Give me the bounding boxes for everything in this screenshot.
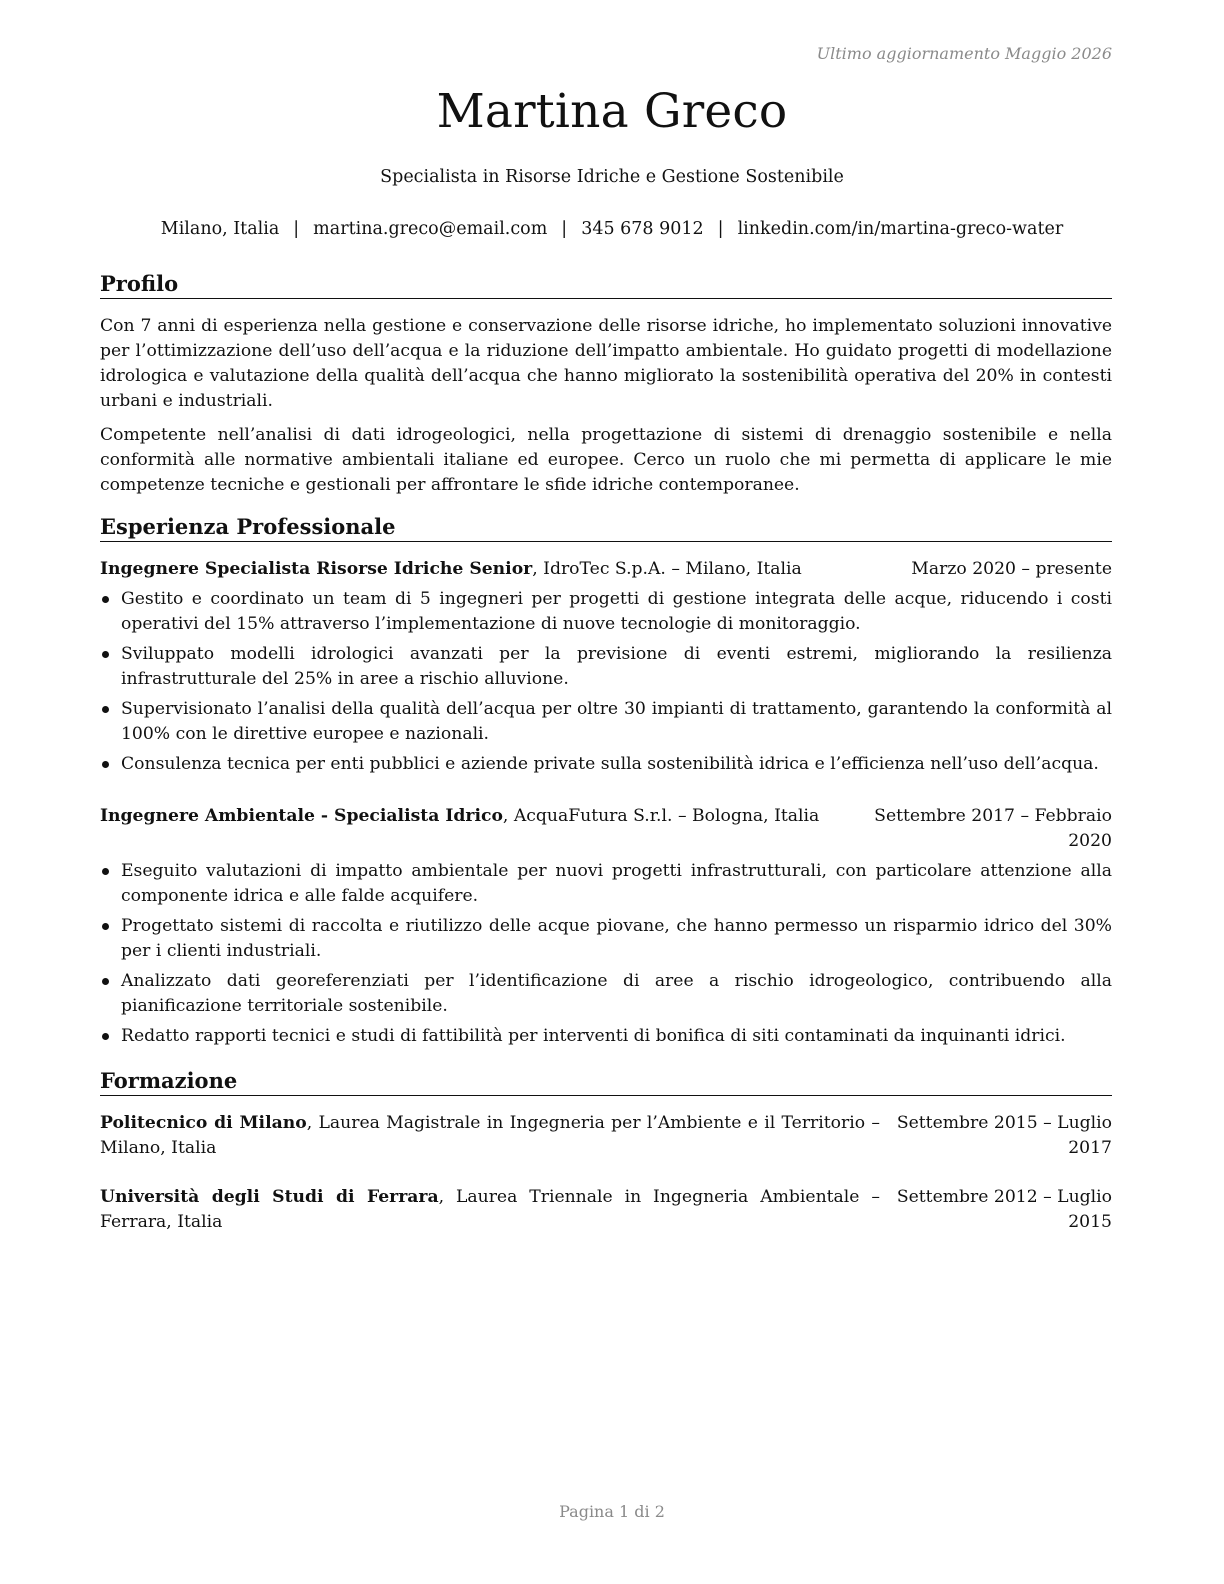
job-dates: Marzo 2020 – presente: [911, 559, 1112, 579]
list-item: [100, 587, 1112, 637]
candidate-name: Martina Greco: [436, 84, 788, 139]
contact-separator: |: [561, 219, 568, 239]
contact-email: martina.greco@email.com: [313, 219, 548, 239]
bullet-icon: [102, 923, 109, 930]
list-item: [100, 697, 1112, 747]
job-header: [100, 804, 1112, 854]
education-school: Politecnico di Milano: [100, 1113, 307, 1133]
bullet-icon: [102, 651, 109, 658]
bullet-icon: [102, 706, 109, 713]
contact-separator: |: [293, 219, 300, 239]
education-degree: , Laurea Triennale in Ingegneria Ambientale – Ferrara, Italia: [100, 1187, 880, 1232]
contact-linkedin: linkedin.com/in/martina-greco-water: [737, 219, 1064, 239]
bullet-text: Gestito e coordinato un team di 5 ingegneri per progetti di gestione integrata delle acque, riducendo i costi operativi del 15% attraverso l’implementazione di nuove tecnologie di monitoraggio.: [121, 589, 1112, 634]
education-degree-line: [100, 1111, 880, 1161]
bullet-icon: [102, 868, 109, 875]
contact-separator: |: [717, 219, 724, 239]
bullet-text: Sviluppato modelli idrologici avanzati per la previsione di eventi estremi, migliorando la resilienza infrastrutturale del 25% in aree a rischio alluvione.: [121, 644, 1112, 689]
job-bullets: [100, 587, 1112, 782]
education-degree-line: [100, 1185, 880, 1235]
education-dates-line: 2017: [1068, 1138, 1112, 1158]
bullet-icon: [102, 596, 109, 603]
profile-paragraph: Con 7 anni di esperienza nella gestione e conservazione delle risorse idriche, ho implementato soluzioni innovative per l’ottimizzazione dell’uso dell’acqua e la riduzione dell’impatto ambientale. Ho guidato progetti di modellazione idrologica e valutazione della qualità dell’acqua che hanno migliorato la sostenibilità operativa del 20% in contesti urbani e industriali.: [100, 316, 1112, 411]
job-dates-line: Settembre 2017 – Febbraio: [874, 806, 1112, 826]
list-item: [100, 859, 1112, 909]
bullet-text: Progettato sistemi di raccolta e riutilizzo delle acque piovane, che hanno permesso un risparmio idrico del 30% per i clienti industriali.: [121, 916, 1112, 961]
candidate-tagline: Specialista in Risorse Idriche e Gestione Sostenibile: [380, 167, 844, 187]
bullet-text: Eseguito valutazioni di impatto ambientale per nuovi progetti infrastrutturali, con particolare attenzione alla componente idrica e alle falde acquifere.: [121, 861, 1112, 906]
education-entry: [100, 1185, 1112, 1235]
contact-phone: 345 678 9012: [581, 219, 704, 239]
job-company: , IdroTec S.p.A. – Milano, Italia: [532, 559, 802, 579]
list-item: [100, 914, 1112, 964]
bullet-text: Analizzato dati georeferenziati per l’identificazione di aree a rischio idrogeologico, contribuendo alla pianificazione territoriale sostenibile.: [121, 971, 1112, 1016]
contact-line: [0, 219, 1224, 239]
education-dates: [880, 1111, 1112, 1161]
job-bullets: [100, 859, 1112, 1054]
contact-location: Milano, Italia: [160, 219, 280, 239]
list-item: [100, 752, 1112, 777]
list-item: [100, 1024, 1112, 1049]
section-title-profile: Profilo: [100, 271, 1112, 299]
bullet-icon: [102, 1033, 109, 1040]
job-dates: [874, 804, 1112, 854]
last-updated: Ultimo aggiornamento Maggio 2026: [816, 44, 1112, 63]
bullet-text: Consulenza tecnica per enti pubblici e aziende private sulla sostenibilità idrica e l’efficienza nell’uso dell’acqua.: [121, 754, 1099, 774]
job-dates-line: 2020: [1068, 831, 1112, 851]
education-dates: [880, 1185, 1112, 1235]
list-item: [100, 642, 1112, 692]
job-company: , AcquaFutura S.r.l. – Bologna, Italia: [502, 806, 820, 826]
section-title-experience: Esperienza Professionale: [100, 514, 1112, 542]
page-number: Pagina 1 di 2: [559, 1502, 665, 1521]
education-school: Università degli Studi di Ferrara: [100, 1187, 439, 1207]
education-dates-line: 2015: [1068, 1212, 1112, 1232]
bullet-text: Supervisionato l’analisi della qualità dell’acqua per oltre 30 impianti di trattamento, garantendo la conformità al 100% con le direttive europee e nazionali.: [121, 699, 1112, 744]
profile-text: [100, 314, 1112, 507]
education-entry: [100, 1111, 1112, 1161]
list-item: [100, 969, 1112, 1019]
bullet-icon: [102, 761, 109, 768]
education-degree: , Laurea Magistrale in Ingegneria per l’Ambiente e il Territorio – Milano, Italia: [100, 1113, 880, 1158]
job-role: Ingegnere Ambientale - Specialista Idrico: [100, 806, 503, 826]
job-role: Ingegnere Specialista Risorse Idriche Senior: [100, 559, 533, 579]
profile-paragraph: Competente nell’analisi di dati idrogeologici, nella progettazione di sistemi di drenaggio sostenibile e nella conformità alle normative ambientali italiane ed europee. Cerco un ruolo che mi permetta di applicare le mie competenze tecniche e gestionali per affrontare le sfide idriche contemporanee.: [100, 425, 1112, 495]
education-dates-line: Settembre 2012 – Luglio: [896, 1187, 1112, 1207]
bullet-icon: [102, 978, 109, 985]
job-header: [100, 557, 1112, 582]
job-title-line: [100, 557, 802, 582]
job-title-line: [100, 804, 819, 829]
section-title-education: Formazione: [100, 1068, 1112, 1096]
bullet-text: Redatto rapporti tecnici e studi di fattibilità per interventi di bonifica di siti contaminati da inquinanti idrici.: [121, 1026, 1066, 1046]
education-dates-line: Settembre 2015 – Luglio: [896, 1113, 1112, 1133]
